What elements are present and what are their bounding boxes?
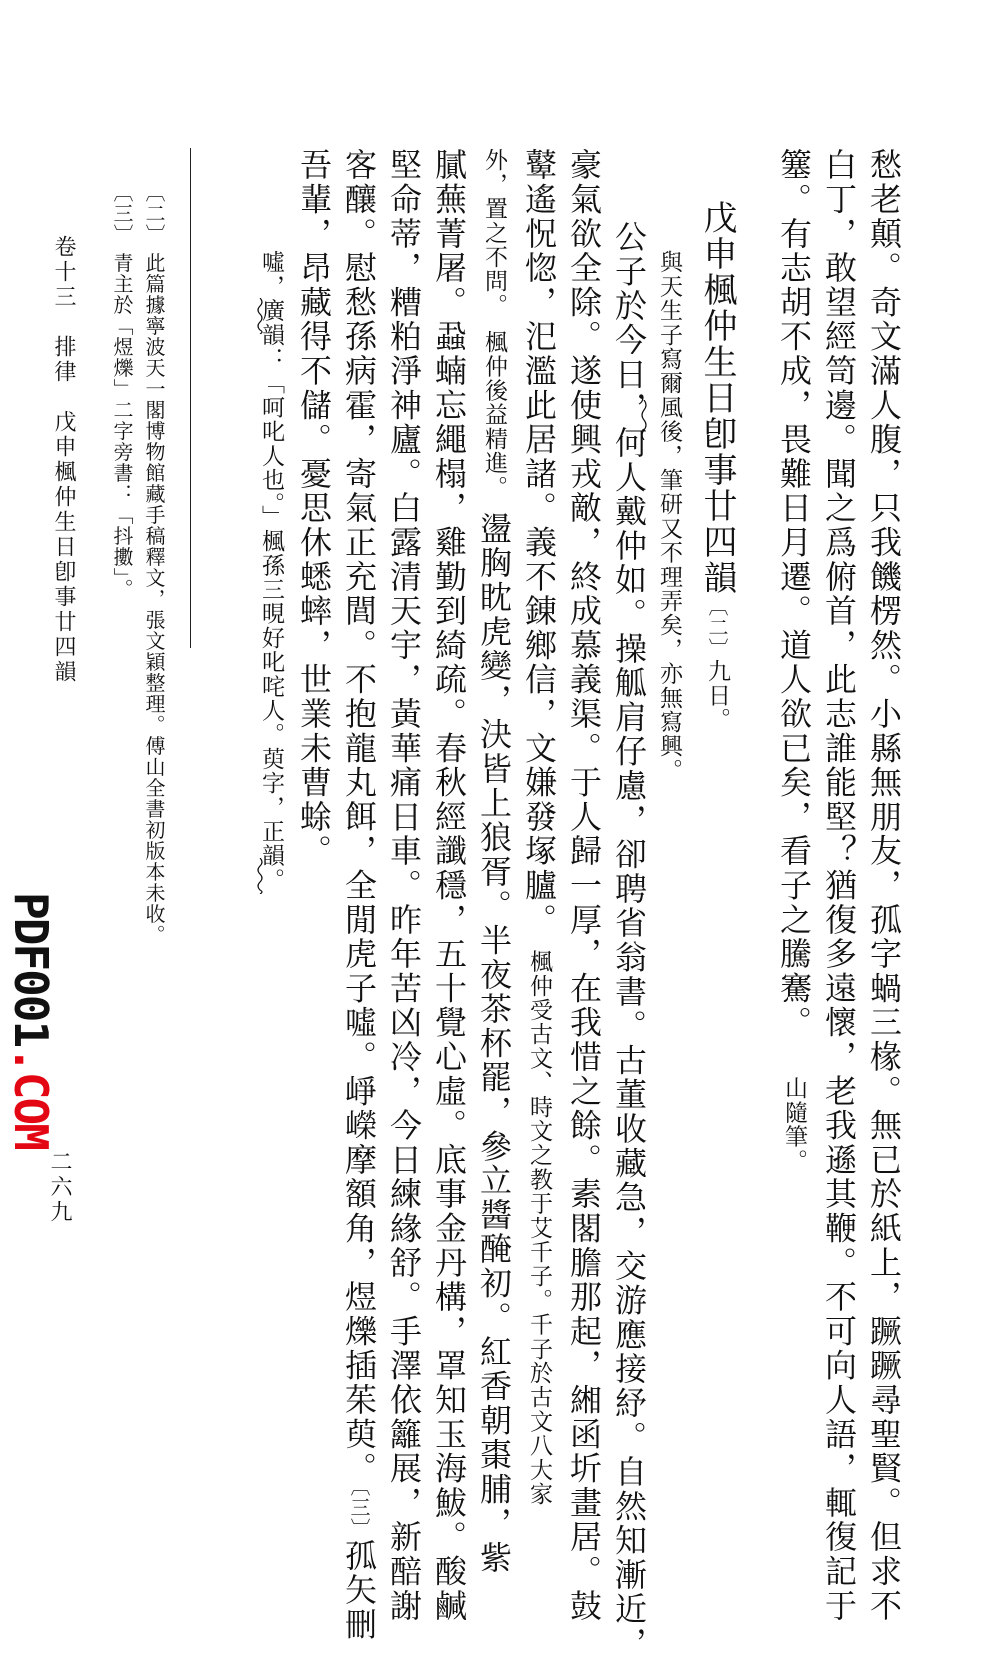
name-mark-icon	[638, 400, 650, 440]
poem-column-6: 堅命蒂，糟粕淨神廬。白露清天宇，黃華痛日車。昨年苦凶冷，今日練緣舒。手澤依籬展，新醅謝	[385, 148, 423, 1623]
poem-column-8: 吾輩，昂藏得不儲。憂思休蟋蟀，世業未曹蜍。	[295, 148, 333, 869]
poem-column-7-main: 客釀。慰愁孫病霍，寄氣正充閭。不抱龍丸餌，全閒虎子噓。崢嶸摩額角，煜爍插茱萸。	[340, 148, 378, 1486]
rhyme-note: 噓，廣韻：「呵叱人也。」楓孫三晛好叱咤人。萸字，正韻。	[258, 250, 284, 892]
poem-preface: 與天生子寫爾風後，筆研又不理弄矣，亦無寫興。	[656, 250, 682, 783]
poem-title-suffix: 九日。	[704, 659, 730, 732]
poem-column-7	[340, 148, 378, 1642]
footnote-3: 〔三〕 青主於「煜爍」二字旁書：「抖擻」。	[110, 182, 134, 600]
page-number: 二六九	[47, 1150, 72, 1225]
poem-column-2: 豪氣欲全除。遂使興戎敵，終成慕義渠。于人歸一厚，在我惜之餘。素閣膽那起，緗函圻畫居。鼓	[565, 148, 603, 1623]
watermark-text-dark: PDF001	[4, 892, 58, 1047]
poem-column-4-note: 外，置之不問。	[481, 148, 507, 318]
poem-column-4-note-2: 楓仲後益精進。	[481, 329, 507, 500]
footnote-divider	[190, 148, 191, 648]
poem-column-5: 膩蕪菁屠。蝨蝻忘繩榻，雞勤到綺疏。春秋經讖穩，五十覺心虛。底事金丹構，罩知玉海鮁。酸鹹	[430, 148, 468, 1623]
text-column-1: 愁老顛。奇文滿人腹，只我饑楞然。小縣無朋友，孤字蝸三椽。無已於紙上，蹶蹶尋聖賢。但求不	[865, 148, 903, 1623]
text-column-2: 白丁，敢望經笥邊。聞之爲俯首，此志誰能堅？猶復多遠懷，老我遜其鞭。不可向人語，輒復記于	[820, 148, 858, 1623]
poem-column-7-tail: 孤矢刪	[340, 1538, 378, 1642]
poem-column-3	[520, 148, 558, 1506]
poem-column-1: 公子於今日，何人戴仲如。操觚肩仔慮，卻聘省翁書。古董收藏急，交游應接紓。自然知漸近，	[610, 220, 648, 1661]
watermark-text-red: .COM	[4, 1046, 58, 1149]
poem-column-4-main: 盪胸眈虎變，決皆上狼胥。半夜茶杯罷，參立醬醃初。紅香朝棗脯，紫	[475, 511, 513, 1576]
running-head: 卷十三 排律 戊申楓仲生日卽事廿四韻	[51, 235, 76, 685]
text-column-3	[775, 148, 813, 1174]
text-column-3-main: 簺。有志胡不成，畏難日月遷。道人欲已矣，看子之騰騫。	[775, 148, 813, 1040]
poem-title-note-mark: 〔二〕	[705, 596, 729, 659]
poem-title	[697, 200, 737, 732]
poem-column-7-mark: 〔三〕	[347, 1485, 371, 1539]
poem-column-4	[475, 148, 513, 1576]
name-mark-icon	[254, 298, 266, 334]
watermark-logo	[4, 892, 58, 1149]
name-mark-icon	[254, 858, 266, 894]
text-column-3-note: 山隨筆。	[781, 1076, 807, 1174]
poem-title-text: 戊申楓仲生日卽事廿四韻	[697, 200, 737, 596]
poem-column-3-note: 楓仲受古文、時文之教于艾千子。千子於古文八大家	[526, 949, 552, 1506]
poem-column-3-main: 鼙遙怳惚，汜濫此居諸。義不錬鄉信，文嫌發塚臚。	[520, 148, 558, 937]
footnote-2: 〔二〕 此篇據寧波天一閣博物館藏手稿釋文，張文穎整理。傅山全書初版本未收。	[142, 182, 166, 946]
